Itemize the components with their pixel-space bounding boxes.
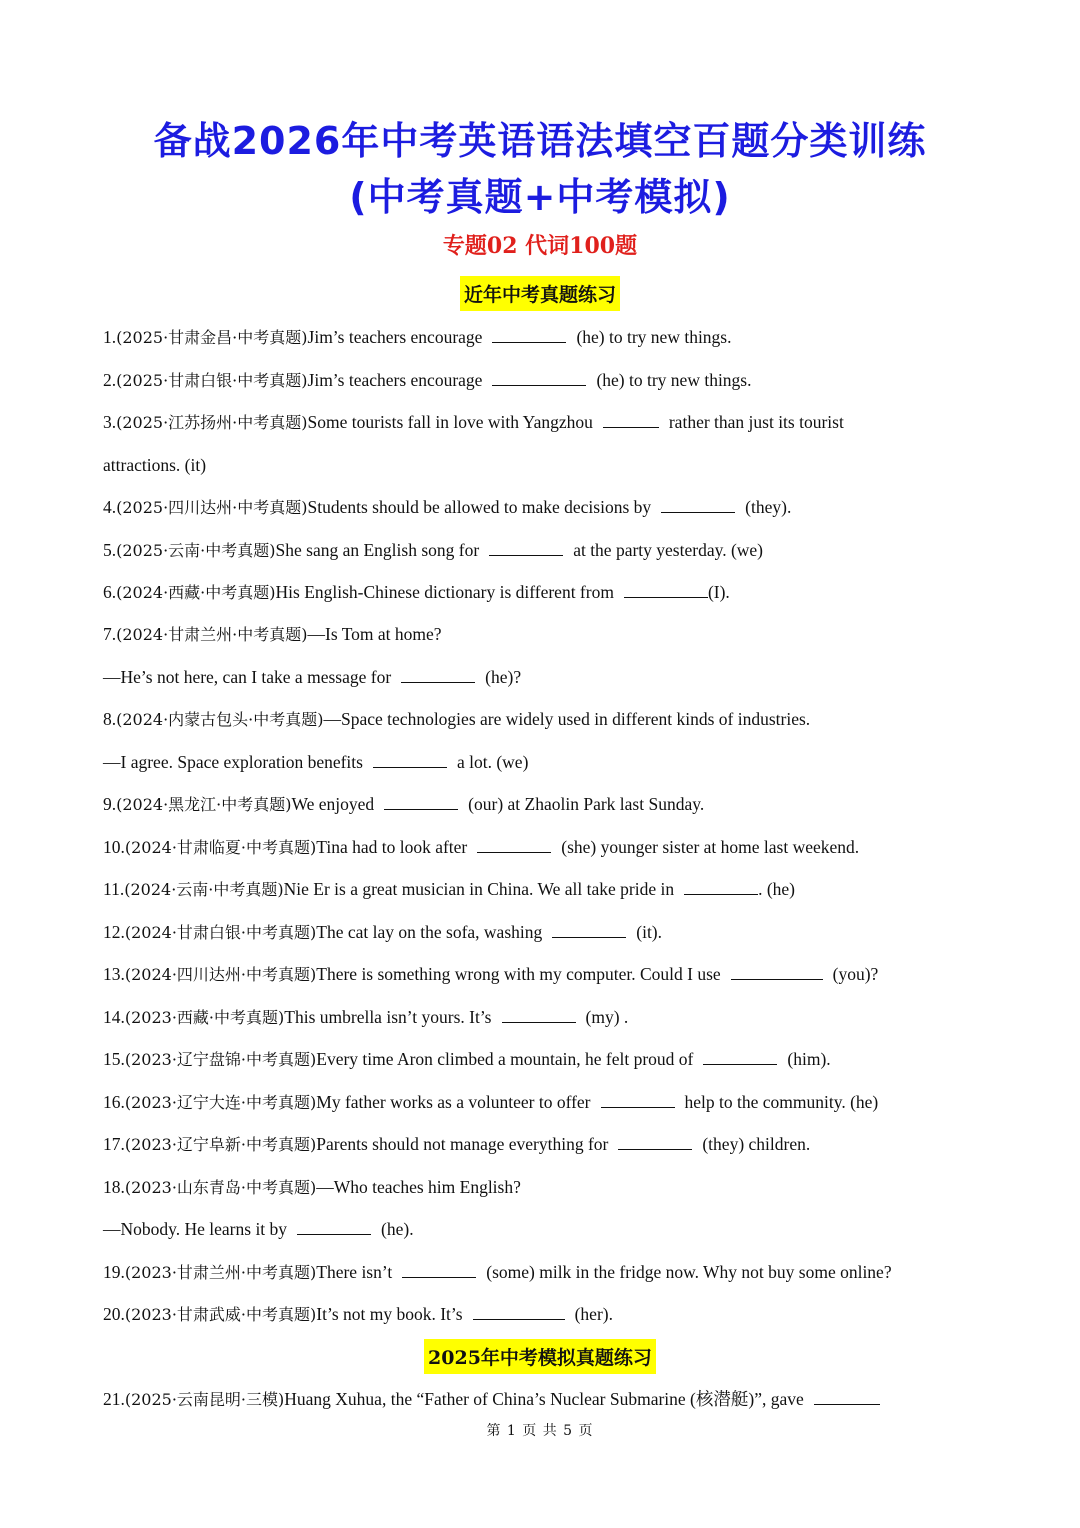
question-source: (2024·内蒙古包头·中考真题)	[116, 710, 324, 729]
question-text: His English-Chinese dictionary is different from	[275, 582, 614, 602]
question-source: (2024·云南·中考真题)	[124, 880, 284, 899]
question-item	[103, 877, 983, 902]
question-continuation	[103, 665, 983, 689]
section-label: 2025年中考模拟真题练习	[424, 1339, 656, 1374]
question-item	[103, 835, 983, 860]
question-number: 17.	[103, 1134, 125, 1154]
page-footer: 第 1 页 共 5 页	[486, 1423, 594, 1439]
question-item	[103, 962, 983, 987]
answer-blank[interactable]	[373, 750, 447, 768]
question-number: 12.	[103, 922, 125, 942]
question-number: 6.	[103, 582, 117, 602]
answer-blank[interactable]	[502, 1005, 576, 1023]
question-number: 15.	[103, 1049, 125, 1069]
question-source: (2023·西藏·中考真题)	[124, 1008, 285, 1027]
question-item	[103, 707, 983, 732]
question-text: Nie Er is a great musician in China. We all take pride in	[283, 879, 675, 899]
question-text: It’s not my book. It’s	[316, 1304, 463, 1324]
question-source: (2025·云南·中考真题)	[116, 541, 276, 560]
question-number: 9.	[103, 794, 117, 814]
section-label: 近年中考真题练习	[460, 276, 620, 311]
question-hint: help to the community. (he)	[684, 1092, 879, 1112]
section-header-mock-exams	[0, 1339, 1080, 1374]
question-hint: a lot. (we)	[456, 752, 529, 772]
question-hint: (my) .	[585, 1007, 629, 1027]
question-number: 4.	[103, 497, 117, 517]
question-text: attractions. (it)	[103, 455, 207, 475]
question-number: 21.	[103, 1389, 125, 1409]
question-item	[103, 1387, 983, 1412]
question-source: (2024·甘肃兰州·中考真题)	[116, 625, 308, 644]
question-source: (2024·甘肃白银·中考真题)	[124, 923, 317, 942]
section-header-real-exams	[0, 276, 1080, 311]
question-text: Tina had to look after	[316, 837, 468, 857]
answer-blank[interactable]	[492, 368, 586, 386]
question-hint: (our) at Zhaolin Park last Sunday.	[468, 794, 705, 814]
question-number: 2.	[103, 370, 117, 390]
answer-blank[interactable]	[492, 325, 566, 343]
question-item	[103, 325, 983, 350]
question-item	[103, 495, 983, 520]
question-number: 3.	[103, 412, 117, 432]
question-hint: (they) children.	[702, 1134, 811, 1154]
answer-blank[interactable]	[661, 495, 735, 513]
question-number: 5.	[103, 540, 117, 560]
topic-subtitle: 专题02 代词100题	[442, 233, 638, 259]
answer-blank[interactable]	[384, 792, 458, 810]
question-text: —Who teaches him English?	[316, 1177, 521, 1197]
question-hint: (he).	[381, 1219, 414, 1239]
question-hint: (he) to try new things.	[596, 370, 752, 390]
question-text: Huang Xuhua, the “Father of China’s Nuclear Submarine (核潜艇)”, gave	[284, 1389, 804, 1409]
question-hint: (he)?	[485, 667, 522, 687]
question-number: 8.	[103, 709, 117, 729]
question-source: (2023·甘肃兰州·中考真题)	[124, 1263, 317, 1282]
answer-blank[interactable]	[603, 410, 659, 428]
question-number: 14.	[103, 1007, 125, 1027]
question-source: (2023·辽宁阜新·中考真题)	[124, 1135, 317, 1154]
question-text: The cat lay on the sofa, washing	[316, 922, 543, 942]
question-number: 7.	[103, 624, 117, 644]
question-item	[103, 1047, 983, 1072]
question-hint: (she) younger sister at home last weekend.	[561, 837, 860, 857]
question-hint: (her).	[574, 1304, 613, 1324]
question-text: She sang an English song for	[275, 540, 480, 560]
question-source: (2023·甘肃武威·中考真题)	[124, 1305, 317, 1324]
question-text: There is something wrong with my computer. Could I use	[316, 964, 721, 984]
question-source: (2024·西藏·中考真题)	[116, 583, 276, 602]
question-item	[103, 410, 983, 435]
question-text: Students should be allowed to make decisions by	[307, 497, 652, 517]
question-number: 18.	[103, 1177, 125, 1197]
question-text: Jim’s teachers encourage	[307, 327, 483, 347]
question-text: Every time Aron climbed a mountain, he felt proud of	[316, 1049, 694, 1069]
question-text: This umbrella isn’t yours. It’s	[284, 1007, 492, 1027]
question-continuation	[103, 453, 983, 477]
question-number: 1.	[103, 327, 117, 347]
question-item	[103, 1090, 983, 1115]
question-number: 11.	[103, 879, 125, 899]
question-number: 10.	[103, 837, 125, 857]
question-hint: (he) to try new things.	[576, 327, 732, 347]
question-item	[103, 1260, 983, 1285]
answer-blank[interactable]	[601, 1090, 675, 1108]
question-item	[103, 1302, 983, 1327]
question-item	[103, 622, 983, 647]
question-hint: rather than just its tourist	[668, 412, 844, 432]
question-text: —Is Tom at home?	[307, 624, 442, 644]
answer-blank[interactable]	[297, 1217, 371, 1235]
answer-blank[interactable]	[401, 665, 475, 683]
question-text: There isn’t	[316, 1262, 393, 1282]
question-source: (2024·甘肃临夏·中考真题)	[124, 838, 317, 857]
question-source: (2025·云南昆明·三模)	[124, 1390, 285, 1409]
question-hint: (it).	[636, 922, 663, 942]
question-text: Jim’s teachers encourage	[307, 370, 483, 390]
document-title-line1: 备战2026年中考英语语法填空百题分类训练	[153, 119, 927, 163]
answer-blank[interactable]	[489, 538, 563, 556]
question-text: We enjoyed	[291, 794, 375, 814]
answer-blank[interactable]	[618, 1132, 692, 1150]
question-hint: (they).	[745, 497, 792, 517]
question-source: (2025·甘肃金昌·中考真题)	[116, 328, 308, 347]
answer-blank[interactable]	[402, 1260, 476, 1278]
question-source: (2023·辽宁大连·中考真题)	[124, 1093, 317, 1112]
question-hint: (you)?	[832, 964, 879, 984]
question-item	[103, 1175, 983, 1200]
question-continuation	[103, 1217, 983, 1241]
question-number: 19.	[103, 1262, 125, 1282]
question-text: Some tourists fall in love with Yangzhou	[307, 412, 593, 432]
question-item	[103, 1132, 983, 1157]
answer-blank[interactable]	[473, 1302, 565, 1320]
document-title-line2: (中考真题+中考模拟)	[349, 175, 731, 219]
question-hint: . (he)	[758, 879, 796, 899]
question-item	[103, 1005, 983, 1030]
answer-blank[interactable]	[477, 835, 551, 853]
answer-blank[interactable]	[814, 1387, 880, 1405]
question-source: (2023·辽宁盘锦·中考真题)	[124, 1050, 317, 1069]
question-hint: (some) milk in the fridge now. Why not buy some online?	[486, 1262, 892, 1282]
answer-blank[interactable]	[731, 962, 823, 980]
question-item	[103, 792, 983, 817]
answer-blank[interactable]	[703, 1047, 777, 1065]
question-hint: at the party yesterday. (we)	[573, 540, 764, 560]
question-item	[103, 920, 983, 945]
question-hint: (him).	[787, 1049, 831, 1069]
question-text: Parents should not manage everything for	[316, 1134, 609, 1154]
question-hint: (I).	[707, 582, 730, 602]
question-text: —Nobody. He learns it by	[103, 1219, 288, 1239]
question-text: —I agree. Space exploration benefits	[103, 752, 363, 772]
question-number: 20.	[103, 1304, 125, 1324]
question-source: (2024·四川达州·中考真题)	[124, 965, 317, 984]
question-number: 16.	[103, 1092, 125, 1112]
question-source: (2025·四川达州·中考真题)	[116, 498, 308, 517]
question-source: (2025·甘肃白银·中考真题)	[116, 371, 308, 390]
question-item	[103, 580, 983, 605]
answer-blank[interactable]	[624, 580, 708, 598]
question-item	[103, 368, 983, 393]
answer-blank[interactable]	[552, 920, 626, 938]
question-source: (2024·黑龙江·中考真题)	[116, 795, 292, 814]
question-source: (2023·山东青岛·中考真题)	[124, 1178, 317, 1197]
question-continuation	[103, 750, 983, 774]
question-item	[103, 538, 983, 563]
question-number: 13.	[103, 964, 125, 984]
question-text: —Space technologies are widely used in different kinds of industries.	[323, 709, 811, 729]
question-text: —He’s not here, can I take a message for	[103, 667, 392, 687]
answer-blank[interactable]	[684, 877, 758, 895]
question-text: My father works as a volunteer to offer	[316, 1092, 591, 1112]
question-source: (2025·江苏扬州·中考真题)	[116, 413, 308, 432]
